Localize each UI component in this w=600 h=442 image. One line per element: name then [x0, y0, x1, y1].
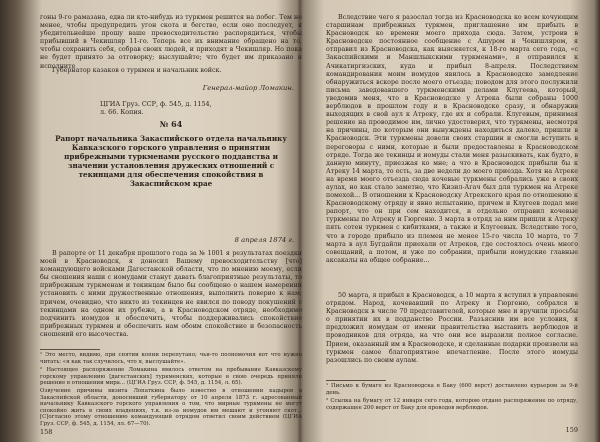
page-number-left: 158 — [40, 428, 53, 436]
footnote-rule-right — [326, 380, 386, 381]
right-main-text-2: 50 марта, я прибыл в Красноводск, а 10 марта я вступил в управление отрядом. Народ, кочевавший по Атреку и Гюргеню, собрался в Красноводск в числе 70 представителей, которые мне и вручили просьбы о принятии их в подданство России. Разъяснив им все условия, я предложил иомудам от имени правительства выставить верблюдов и проводников для отряда, на что они все выразили полное согласие. Прием, оказанный им в Красноводске, и сделанные подарки произвели на туркмен самое благоприятное впечатление. После этого иомуды разошлись по своим аулам. — [326, 292, 578, 364]
right-page — [326, 0, 578, 442]
left-page — [40, 0, 302, 442]
right-footnote-2: ² Ссылка на бумагу от 12 января сего года, которою отдано распоряжение по отряду, содержащее 200 верст от Баку для проводов верблюдов. — [326, 398, 578, 411]
archive-source: ЦГИА Груз. ССР, ф. 545, д. 1154, — [100, 100, 212, 108]
page-number-right: 159 — [565, 426, 578, 434]
document-body: В рапорте от 11 декабря прошлого года за № 1001 я результатах поездки моей в Красноводск, я доносил Вашему превосходительству [что] командующего войсками Дагестанской области, что по мнению моему, если бы сношения наши с иомудами станут давать благоприятные результаты, то прибрежным туркменам и текинцам было бы сообщено о нашем намерении установить с ними дружественные отношения, выполнить поверие к нам; причем, очевидно, что никто из текинцев не явился по поводу покушений с текинцами на одном их рубеже, а в Красноводском отряде, необходимо подчинить иомудов и обеспечить, чтобы поддерживались спокойствие прибрежных туркмен и обеспечить нам обоим спокойствие и безопасность сношений его высочества. — [40, 250, 302, 338]
footnote-1: ¹ Это место, видимо, при снятии копии перепутано; чьи-то полномочия вот что нужно читать: «я как так случилось, что я, выслушайте». — [40, 352, 302, 365]
left-top-text: гоны 9-го рамазана, едва ли кто-нибудь из туркмен решится на побег. Тем не менее, чтобы предупредить угон скота и бегство, если оно последует, я убедительнейше прошу ваше превосходительство распорядиться, чтобы прибывший в Чекишляр 11-го. Теперь все их внимание обращено на то, чтобы сохранить себя, собрав своих людей, и приходят в Чекишляр. Но пока не будет принято за отговорку; выслушайте; что будет им приказано и исполните — [40, 14, 302, 70]
document-heading: Рапорт начальника Закаспийского отдела начальнику Кавказского горского управления о принятии прибрежными туркменами русского подданства и значении установления дружеских отношений с текинцами для обеспечения спокойствия в Закаспийском крае — [55, 134, 287, 188]
footnote-rule — [40, 349, 100, 350]
signature: Генерал-майор Ломакин. — [202, 84, 294, 92]
archive-source-2: л. 66. Копия. — [100, 108, 144, 116]
document-number: № 64 — [159, 119, 183, 129]
right-footnote-1: ¹ Письмо к бумаге из Красноводска в Баку (600 верст) доставлено курьером за 9-й день. — [326, 383, 578, 396]
right-main-text: Вследствие чего я разослал тогда из Красноводска ко всем кочующим старшинам прибрежных туркмен, приглашение им прибыть в Красноводск ко времени моего прихода сюда. Затем, устроив в Красноводске постоянное сообщение с Ашуром и Чекишляром, я отправил из Красноводска, как выясняется, к 18-го марта сего года, «с Закаспийскими и Маншлыкскими туркменами», я отправился к Ачикатиргизских, куда и прибыл 8-апреля. Последствием командирования моим иомудов явилось в Красноводске замедление обнаружиться вскоре после моего отъезда; поводом для этого послужили письма заведовавшего туркменскими делами Клугеева, который, уведомив меня, что в Красноводске у Атрека были собраны 1000 верблюдов в прошлом году и в Красноводске сразу, и обнаружив выходящих в свой аул к Атреку, где их и собрали. Клугевым, принимая решение на проводимое им, лично удостоверил, что туркмены, несмотря на причины, по которым они вынуждены находиться далеко, пришли в Красноводск. Эти туркмены довели своих старшин и смогли вступить в переговоры с ними, которые и были предоставлены в Красноводском отряде. Тогда же текинцы и иомуды стали меня разыскивать, как будто, в данную минуту, приезжая ко мне; а что в Красноводск прибыли бы к Атреку 14 марта, то есть, за две недели до моего приезда. Хотя на Атреке на время моего отъезда сюда кочевые туркмены собрались уже в своих аулах, но как стало заметно, что Кизил-Агач был для туркмен на Атреке помехой... В отношении к Красноводску Атрекского края по отношению к Красноводскому отряду и явно испытанию, причем и Клугеев подал мне рапорт, что он при сем находится, и отдельно отправил кочевые туркмены по Атреку и Гюргеню. 3 марта в отряд за ним пришли к Атреку пять сотен туркмен с кибитками, а также и Клугеевых. Вследствие того, что в городе прибыло из племен не менее 15-го числа 10 марта, то 7 марта в аул Бугдайли приехали от Атреков, где состоялось очень много совещаний, а потом, и уже по собрании, прибыли иомудские главные аксакалы на общее собрание... — [326, 14, 578, 264]
left-governor-line: Губернатор казаков о туркмен и начальник войск. — [52, 67, 222, 74]
footnote-2: ² Настоящее распоряжение Ломакина явилось ответом на пребывание Кавказскому горскому управлению [дагестанских] туркменских, которые в свою очередь приняли решение в отношении мира... (ЦГИА Груз. ССР, ф. 545, д. 1154, л. 65). — [40, 367, 302, 387]
footnote-3: Озвучение причины визита Лопаткина было известно в отношении кадыров в Закаспийской области, доносивший губернатору от 10 апреля 1873 г. адресованный начальнику Кавказского горского управления о том, что мирные туркмены не могут спокойно жить в своих владениях, т.к. из-за иомудов им мешают и угоняют скот... [С]огласно этому отношению командующий отрядом ответил своим действием (ЦГИА Груз. ССР, ф. 545, д. 1154, лл. 67—70). — [40, 388, 302, 427]
document-date: 8 апреля 1874 г. — [234, 236, 294, 244]
